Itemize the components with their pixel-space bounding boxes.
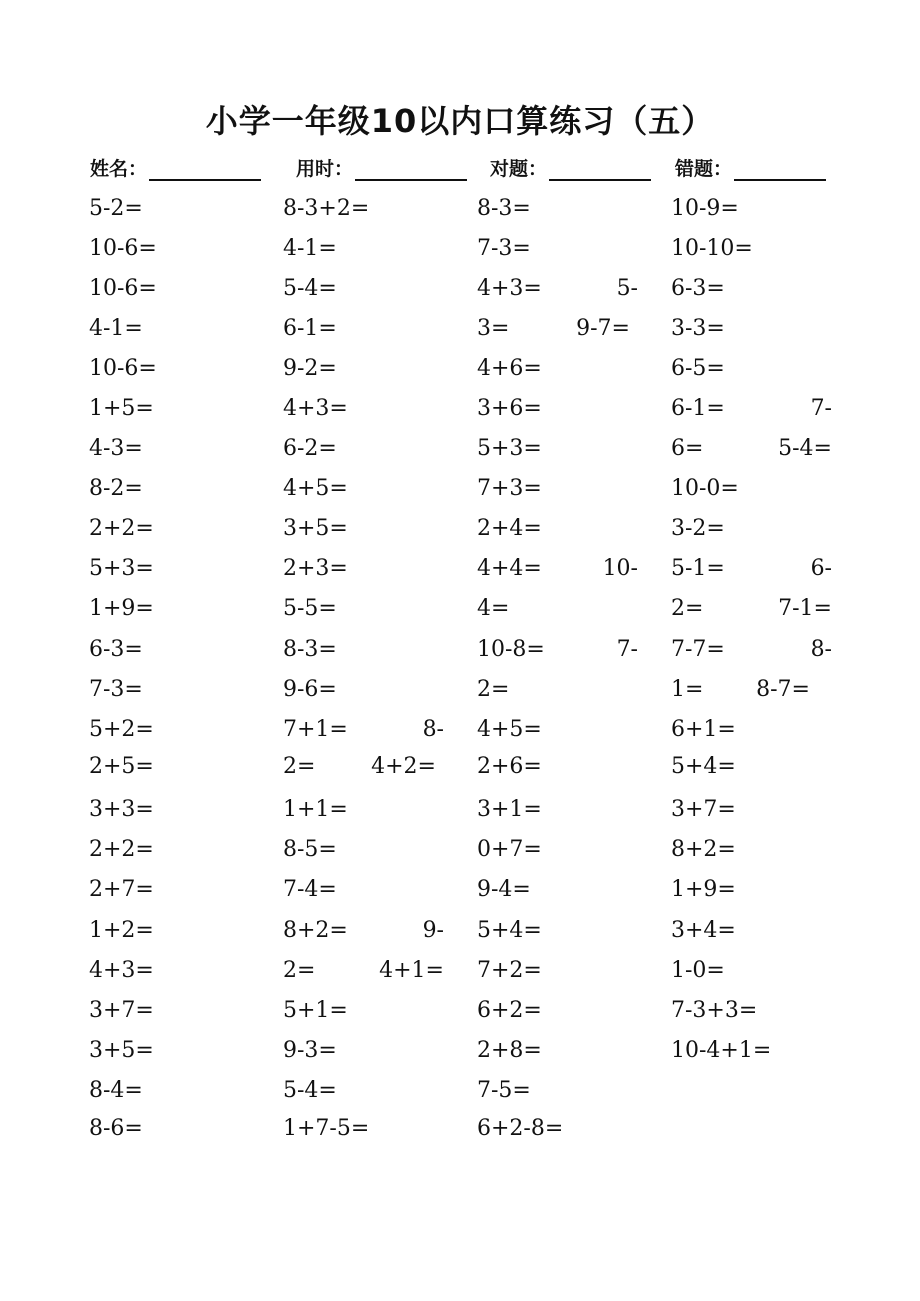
problem-item: 3+5=	[283, 516, 348, 541]
problem-item: 4+4=	[477, 556, 542, 581]
correct-label: 对题：	[490, 158, 548, 180]
name-blank[interactable]	[149, 159, 261, 181]
problem-item: 9-2=	[283, 356, 337, 381]
problem-item: 7+1=	[283, 717, 348, 742]
problem-item: 6-2=	[283, 436, 337, 461]
problem-fragment: 6-	[810, 556, 832, 581]
problem-fragment: 9-7=	[576, 316, 630, 341]
problem-item: 4-1=	[283, 236, 337, 261]
problem-item: 1+9=	[89, 596, 154, 621]
problem-item: 4+3=	[283, 396, 348, 421]
problem-item: 8+2=	[283, 918, 348, 943]
problem-item: 6-5=	[671, 356, 725, 381]
problem-item: 2=	[283, 754, 316, 779]
problem-fragment: 8-	[422, 717, 444, 742]
problem-fragment: 5-4=	[778, 436, 832, 461]
problem-item: 4+5=	[477, 717, 542, 742]
wrong-field	[675, 154, 826, 181]
problem-item: 5-5=	[283, 596, 337, 621]
problem-item: 7+3=	[477, 476, 542, 501]
problem-item: 2+8=	[477, 1038, 542, 1063]
name-label: 姓名：	[90, 158, 148, 180]
problem-item: 0+7=	[477, 837, 542, 862]
problem-item: 3+3=	[89, 797, 154, 822]
info-fields	[0, 154, 920, 184]
problem-item: 7-3+3=	[671, 998, 758, 1023]
problem-item: 1+9=	[671, 877, 736, 902]
time-blank[interactable]	[355, 159, 467, 181]
problem-item: 2=	[283, 958, 316, 983]
problem-item: 1+1=	[283, 797, 348, 822]
problem-fragment: 9-	[422, 918, 444, 943]
problem-item: 2+2=	[89, 516, 154, 541]
problem-item: 5+4=	[671, 754, 736, 779]
problem-item: 6+1=	[671, 717, 736, 742]
problem-item: 3+6=	[477, 396, 542, 421]
problem-item: 8-6=	[89, 1116, 143, 1141]
problem-item: 6-3=	[671, 276, 725, 301]
problem-item: 4+3=	[89, 958, 154, 983]
problem-item: 10-0=	[671, 476, 739, 501]
problem-item: 8-2=	[89, 476, 143, 501]
problem-item: 2+5=	[89, 754, 154, 779]
time-field	[296, 154, 467, 181]
problem-item: 5-4=	[283, 276, 337, 301]
problem-item: 8+2=	[671, 837, 736, 862]
problem-item: 7-7=	[671, 637, 725, 662]
name-field	[90, 154, 261, 181]
problem-item: 10-9=	[671, 196, 739, 221]
problem-item: 2+6=	[477, 754, 542, 779]
problem-item: 3+4=	[671, 918, 736, 943]
problem-item: 3-3=	[671, 316, 725, 341]
problem-item: 6-1=	[283, 316, 337, 341]
problem-item: 4+6=	[477, 356, 542, 381]
problem-item: 1+5=	[89, 396, 154, 421]
problem-item: 1-0=	[671, 958, 725, 983]
problem-item: 7+2=	[477, 958, 542, 983]
wrong-blank[interactable]	[734, 159, 826, 181]
time-label: 用时：	[296, 158, 354, 180]
problem-item: 9-6=	[283, 677, 337, 702]
problem-item: 3=	[477, 316, 510, 341]
problem-item: 4+5=	[283, 476, 348, 501]
problem-item: 8-4=	[89, 1078, 143, 1103]
problem-fragment: 7-1=	[778, 596, 832, 621]
problem-item: 10-8=	[477, 637, 545, 662]
problem-item: 2+4=	[477, 516, 542, 541]
problem-item: 3+7=	[671, 797, 736, 822]
problem-fragment: 4+2=	[371, 754, 436, 779]
problem-item: 8-5=	[283, 837, 337, 862]
problem-item: 4+3=	[477, 276, 542, 301]
problem-item: 3+1=	[477, 797, 542, 822]
problem-fragment: 10-	[602, 556, 638, 581]
problem-item: 7-3=	[477, 236, 531, 261]
problem-item: 10-10=	[671, 236, 753, 261]
problem-item: 6=	[671, 436, 704, 461]
problem-item: 3+7=	[89, 998, 154, 1023]
problem-item: 7-3=	[89, 677, 143, 702]
problem-item: 5+1=	[283, 998, 348, 1023]
problem-item: 2=	[477, 677, 510, 702]
correct-field	[490, 154, 651, 181]
problem-item: 7-4=	[283, 877, 337, 902]
problem-item: 10-6=	[89, 236, 157, 261]
problem-item: 7-5=	[477, 1078, 531, 1103]
problem-item: 10-6=	[89, 276, 157, 301]
problem-fragment: 8-7=	[756, 677, 810, 702]
page-title: 小学一年级10以内口算练习（五）	[205, 102, 715, 140]
problem-item: 1=	[671, 677, 704, 702]
problem-fragment: 8-	[810, 637, 832, 662]
problem-item: 5-2=	[89, 196, 143, 221]
problem-item: 8-3+2=	[283, 196, 370, 221]
problem-item: 4-1=	[89, 316, 143, 341]
problem-item: 2+3=	[283, 556, 348, 581]
problem-fragment: 7-	[810, 396, 832, 421]
problem-item: 5-4=	[283, 1078, 337, 1103]
problem-item: 2+2=	[89, 837, 154, 862]
problem-item: 6+2=	[477, 998, 542, 1023]
problem-fragment: 4+1=	[379, 958, 444, 983]
problem-item: 2+7=	[89, 877, 154, 902]
problem-item: 1+7-5=	[283, 1116, 370, 1141]
problem-item: 2=	[671, 596, 704, 621]
problem-item: 10-4+1=	[671, 1038, 772, 1063]
problem-item: 6+2-8=	[477, 1116, 564, 1141]
problem-item: 5+3=	[89, 556, 154, 581]
problem-item: 6-3=	[89, 637, 143, 662]
problem-item: 10-6=	[89, 356, 157, 381]
problem-item: 3+5=	[89, 1038, 154, 1063]
problem-item: 6-1=	[671, 396, 725, 421]
problem-fragment: 7-	[616, 637, 638, 662]
problem-item: 9-4=	[477, 877, 531, 902]
problem-fragment: 5-	[616, 276, 638, 301]
problem-item: 9-3=	[283, 1038, 337, 1063]
problem-item: 3-2=	[671, 516, 725, 541]
problem-item: 5+2=	[89, 717, 154, 742]
problem-item: 4=	[477, 596, 510, 621]
problem-item: 5-1=	[671, 556, 725, 581]
problem-item: 8-3=	[477, 196, 531, 221]
problem-item: 5+3=	[477, 436, 542, 461]
problem-item: 8-3=	[283, 637, 337, 662]
wrong-label: 错题：	[675, 158, 733, 180]
problem-item: 5+4=	[477, 918, 542, 943]
correct-blank[interactable]	[549, 159, 651, 181]
problem-item: 1+2=	[89, 918, 154, 943]
problem-item: 4-3=	[89, 436, 143, 461]
